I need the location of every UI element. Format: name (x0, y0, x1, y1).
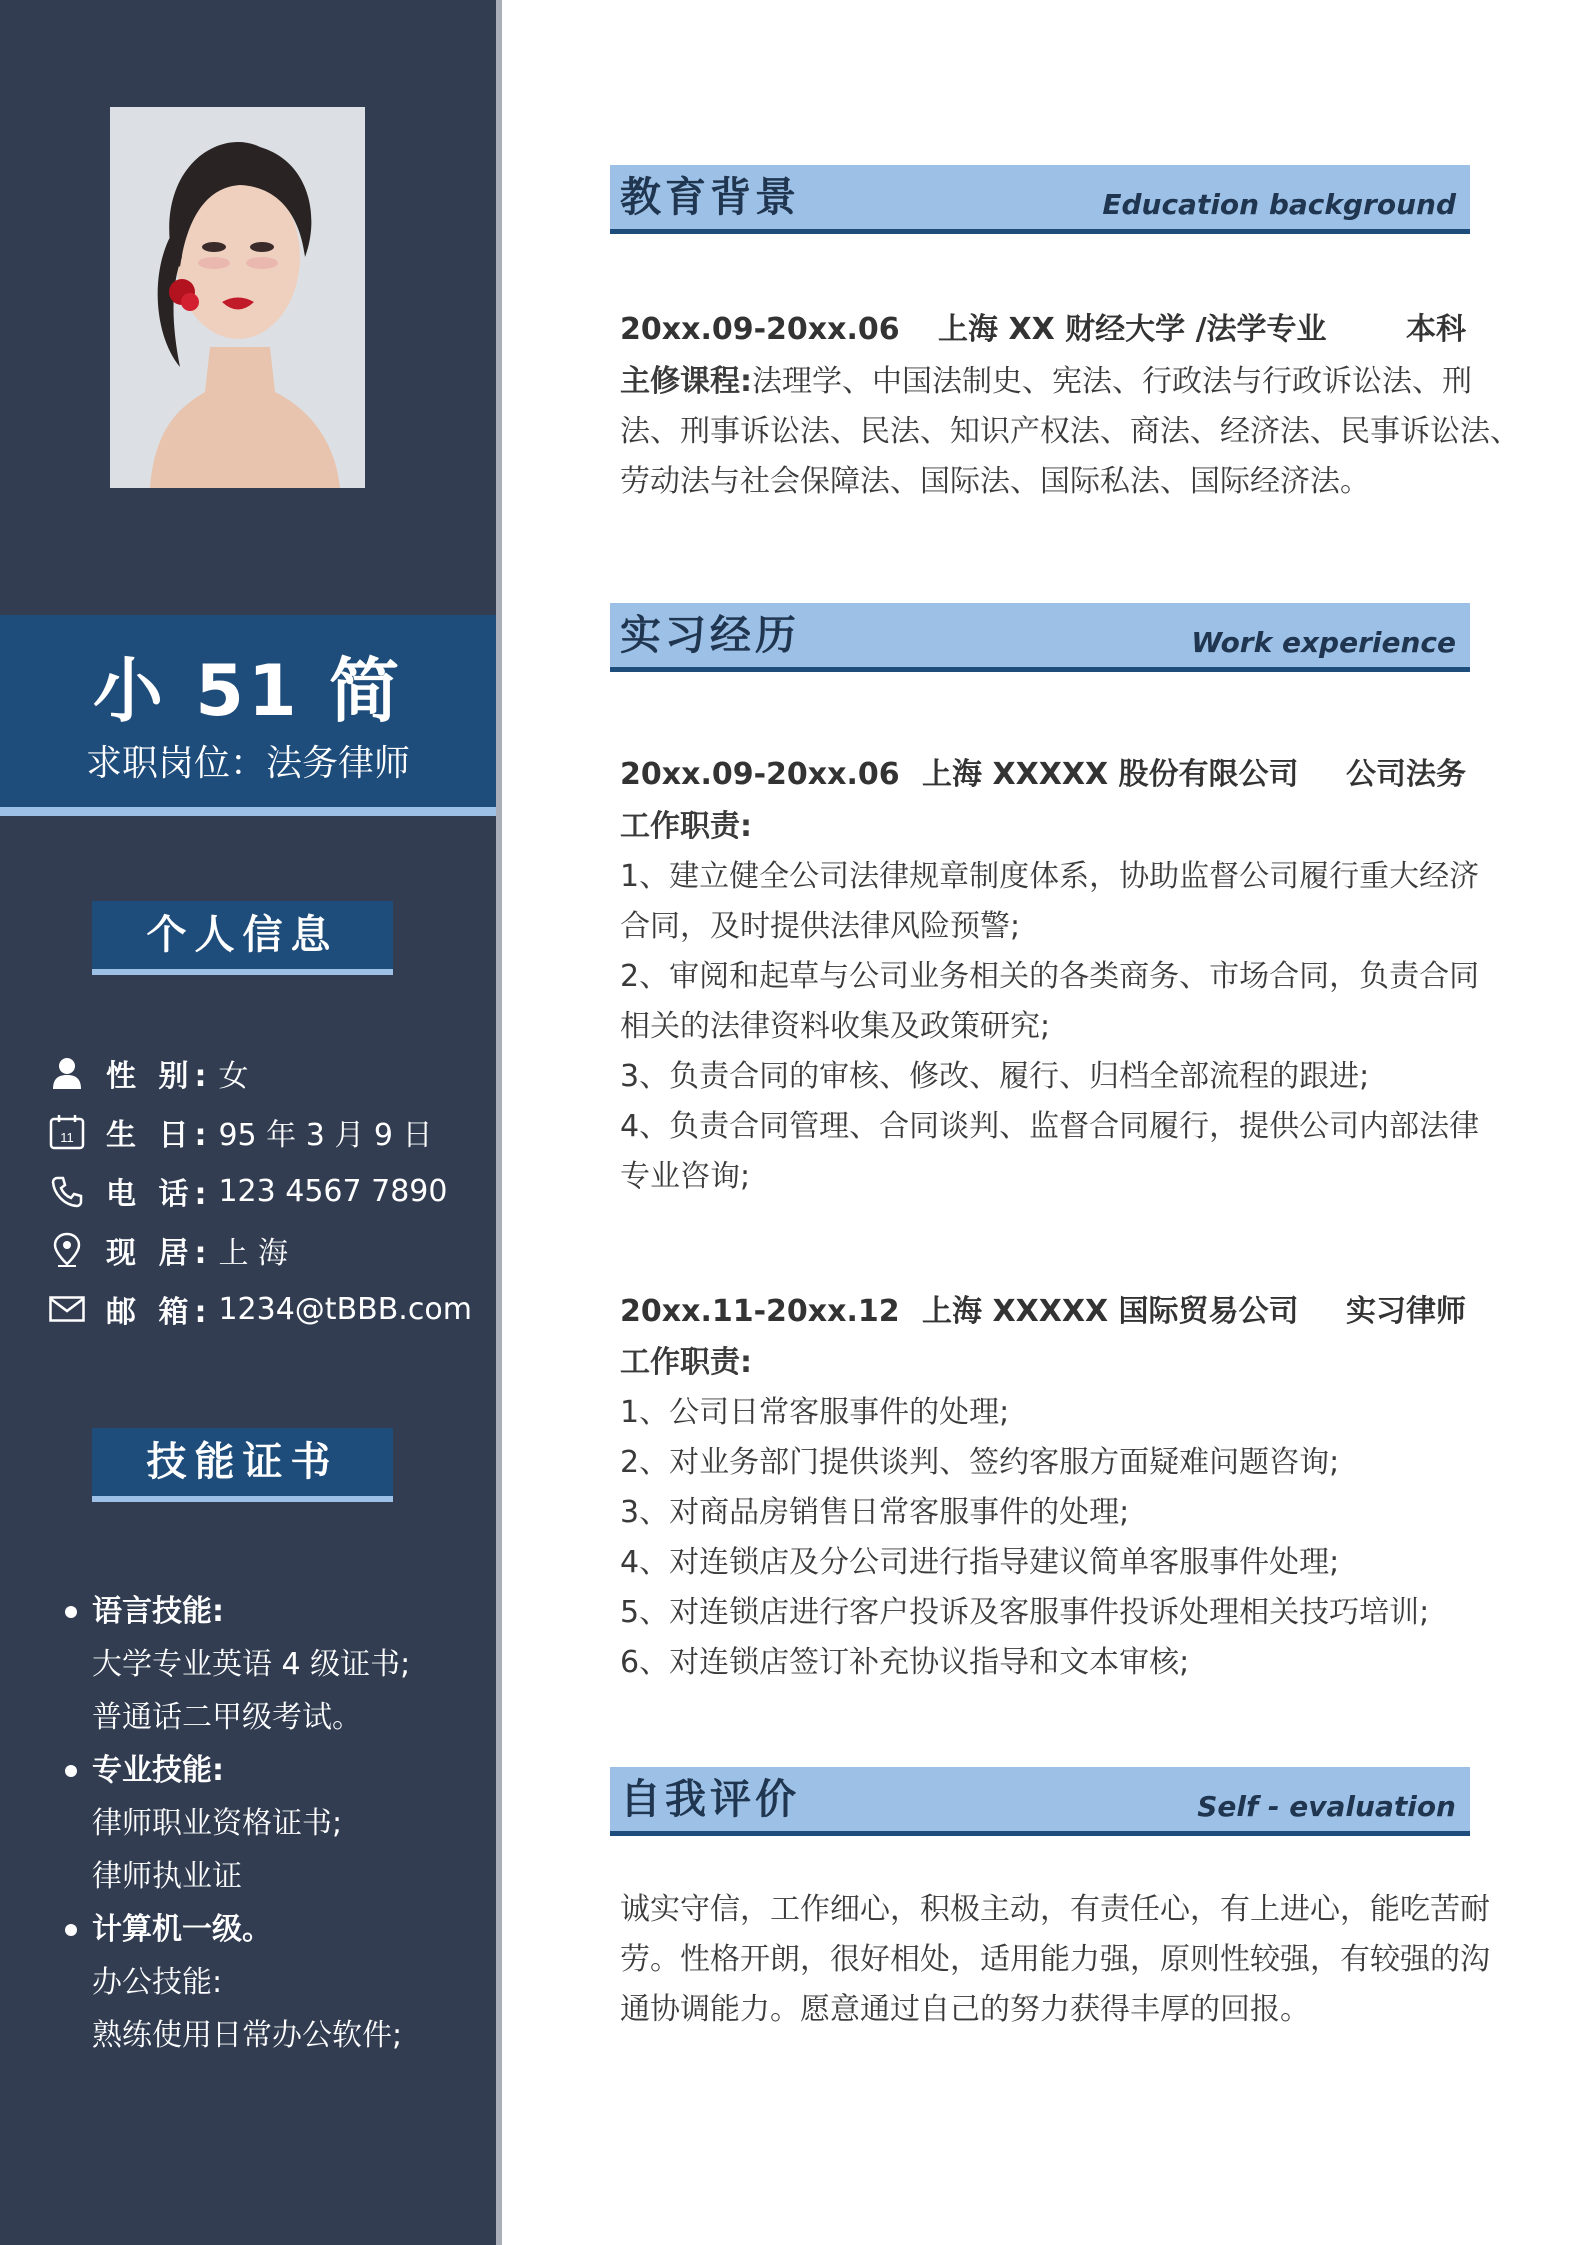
entry-role: 实习律师 (1346, 1294, 1466, 1329)
bullet-dot (65, 1765, 77, 1777)
info-birthday (48, 1112, 432, 1152)
info-value: 123 4567 7890 (218, 1173, 448, 1209)
job-title: 求职岗位：法务律师 (85, 743, 410, 784)
job-duties: 工作职责: 1、公司日常客服事件的处理; 2、对业务部门提供谈判、签约客服方面疑难问题咨询; 3、对商品房销售日常客服事件的处理; 4、对连锁店及分公司进行指导建议简单客服事件处理; 5、对连锁店进行客户投诉及客服事件投诉处理相关技巧培训; 6、对连锁店签订补充协议指导和文本审核; (620, 1338, 1470, 1688)
portrait-image (110, 107, 365, 488)
info-value: 女 (218, 1059, 249, 1094)
info-phone (48, 1171, 447, 1211)
name-banner-underline (0, 807, 496, 816)
skill-line: 熟练使用日常办公软件; (92, 2018, 403, 2053)
duty-label: 工作职责: (620, 1345, 752, 1380)
section-title-en: Education background (1102, 188, 1456, 221)
skill-group-title: 语言技能: (62, 1585, 482, 1638)
location-pin-icon (48, 1231, 86, 1269)
section-title-en: Self - evaluation (1197, 1790, 1456, 1823)
info-label: 电 话: (106, 1177, 213, 1212)
candidate-name: 小 51 简 (92, 650, 404, 732)
job-entry-header (620, 1292, 1466, 1332)
bullet-dot (65, 1924, 77, 1936)
skill-line: 大学专业英语 4 级证书; (92, 1647, 411, 1682)
calendar-day-text: 11 (60, 1130, 74, 1145)
info-label: 邮 箱: (106, 1295, 213, 1330)
job-duties: 工作职责: 1、建立健全公司法律规章制度体系，协助监督公司履行重大经济 合同，及时提供法律风险预警; 2、审阅和起草与公司业务相关的各类商务、市场合同，负责合同 相关的法律资料收集及政策研究; 3、负责合同的审核、修改、履行、归档全部流程的跟进; 4、负责合同管理、合同谈判、监督合同履行，提供公司内部法律 专业咨询; (620, 802, 1470, 1202)
education-section-header (610, 165, 1470, 234)
info-label: 现 居: (106, 1236, 213, 1271)
experience-section-header (610, 603, 1470, 672)
profile-photo (110, 107, 365, 488)
skill-line: 律师执业证 (92, 1859, 242, 1894)
info-label: 性 别: (106, 1059, 213, 1094)
skill-line: 办公技能: (92, 1965, 223, 2000)
job-entry-header (620, 755, 1466, 795)
section-title-cn: 自我评价 (620, 1775, 800, 1823)
person-icon (48, 1054, 86, 1092)
entry-period: 20xx.09-20xx.06 (620, 757, 900, 792)
duty-label: 工作职责: (620, 809, 752, 844)
section-title-cn: 教育背景 (620, 173, 800, 221)
education-entry-header (620, 310, 1466, 350)
self-evaluation-section-header (610, 1767, 1470, 1836)
skills-heading: 技能证书 (92, 1428, 393, 1502)
skill-group-title: 计算机一级。 (62, 1903, 482, 1956)
bullet-dot (65, 1606, 77, 1618)
entry-period: 20xx.11-20xx.12 (620, 1294, 900, 1329)
phone-icon (48, 1172, 86, 1210)
skill-line: 律师职业资格证书; (92, 1806, 343, 1841)
mail-icon (48, 1290, 86, 1328)
info-value: 95 年 3 月 9 日 (218, 1118, 433, 1153)
courses-text: 主修课程:法理学、中国法制史、宪法、行政法与行政诉讼法、刑 法、刑事诉讼法、民法、知识产权法、商法、经济法、民事诉讼法、 劳动法与社会保障法、国际法、国际私法、国际经济法。 (620, 364, 1520, 499)
skill-line: 普通话二甲级考试。 (92, 1700, 362, 1735)
info-email (48, 1289, 472, 1329)
skills-list (62, 1585, 482, 2062)
entry-role: 公司法务 (1346, 757, 1466, 792)
calendar-icon (48, 1113, 86, 1151)
section-title-cn: 实习经历 (620, 611, 800, 659)
self-evaluation-text: 诚实守信，工作细心，积极主动，有责任心，有上进心，能吃苦耐 劳。性格开朗，很好相处，适用能力强，原则性较强，有较强的沟 通协调能力。愿意通过自己的努力获得丰厚的回报。 (620, 1892, 1490, 2027)
courses-label: 主修课程: (620, 364, 752, 399)
entry-degree: 本科 (1406, 312, 1466, 347)
personal-info-heading: 个人信息 (92, 901, 393, 975)
info-value: 1234@tBBB.com (218, 1291, 472, 1327)
entry-school: 上海 XX 财经大学 /法学专业 (938, 312, 1327, 347)
section-title-en: Work experience (1191, 626, 1456, 659)
sidebar-divider (496, 0, 502, 2245)
info-label: 生 日: (106, 1118, 213, 1153)
entry-period: 20xx.09-20xx.06 (620, 312, 900, 347)
info-location (48, 1230, 288, 1270)
info-value: 上 海 (218, 1236, 288, 1271)
info-gender (48, 1053, 248, 1093)
entry-company: 上海 XXXXX 国际贸易公司 (922, 1294, 1299, 1329)
skill-group-title: 专业技能: (62, 1744, 482, 1797)
entry-company: 上海 XXXXX 股份有限公司 (922, 757, 1299, 792)
